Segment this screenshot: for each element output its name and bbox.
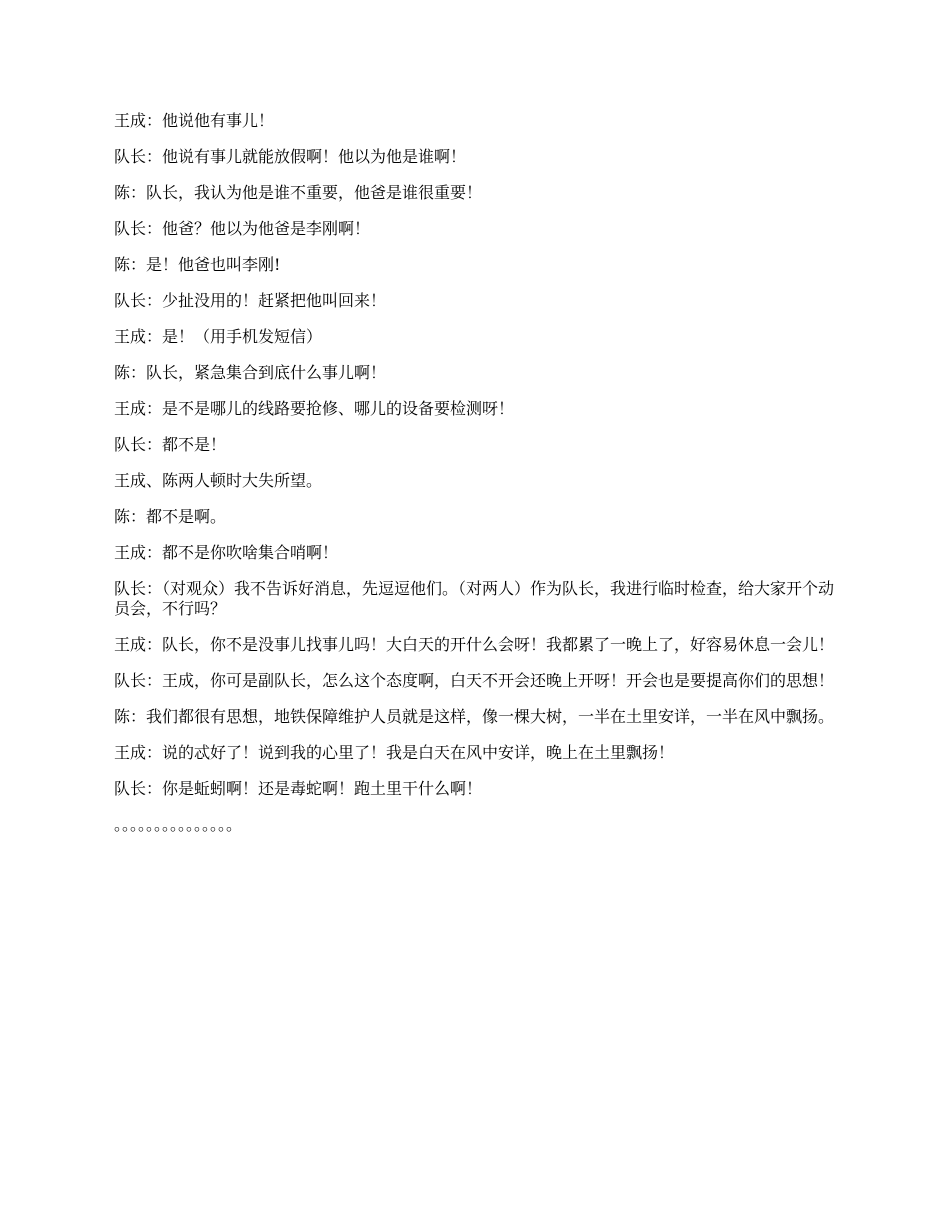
dialogue-line: 王成：说的忒好了！说到我的心里了！我是白天在风中安详，晚上在土里飘扬！ [114, 743, 675, 762]
dialogue-line: 队长：（对观众）我不告诉好消息，先逗逗他们。（对两人）作为队长，我进行临时检查，给大家开个动员会，不行吗？ [114, 579, 835, 618]
dialogue-line: 王成：队长，你不是没事儿找事儿吗！大白天的开什么会呀！我都累了一晚上了，好容易休息一会儿！ [114, 635, 835, 654]
dialogue-line: 队长：他说有事儿就能放假啊！他以为他是谁啊！ [114, 147, 467, 166]
dialogue-line: 队长：他爸？他以为他爸是李刚啊！ [114, 219, 371, 238]
dialogue-line: 陈：我们都很有思想，地铁保障维护人员就是这样，像一棵大树，一半在土里安详，一半在风中飘扬。 [114, 707, 835, 726]
dialogue-line: 王成：是！（用手机发短信） [114, 327, 323, 346]
dialogue-line: 陈：队长，紧急集合到底什么事儿啊！ [114, 363, 387, 382]
stage-direction: 王成、陈两人顿时大失所望。 [114, 471, 323, 490]
dialogue-line: 陈：是！他爸也叫李刚! [114, 255, 281, 274]
dialogue-line: 队长：少扯没用的！赶紧把他叫回来！ [114, 291, 387, 310]
dialogue-line: 队长：都不是！ [114, 435, 227, 454]
dialogue-line: 王成：他说他有事儿！ [114, 111, 275, 130]
dialogue-line: 队长：你是蚯蚓啊！还是毒蛇啊！跑土里干什么啊！ [114, 779, 483, 798]
dialogue-line: 陈：都不是啊。 [114, 507, 227, 526]
dialogue-line: 王成：都不是你吹啥集合哨啊！ [114, 543, 339, 562]
dialogue-line: 王成：是不是哪儿的线路要抢修、哪儿的设备要检测呀！ [114, 399, 515, 418]
dialogue-text [114, 111, 840, 851]
dialogue-line: 队长：王成，你可是副队长，怎么这个态度啊，白天不开会还晚上开呀！开会也是要提高你们的思想！ [114, 671, 835, 690]
ellipsis-line: 。。。。。。。。。。。。。。。 [114, 815, 243, 834]
dialogue-line: 陈：队长，我认为他是谁不重要，他爸是谁很重要！ [114, 183, 483, 202]
